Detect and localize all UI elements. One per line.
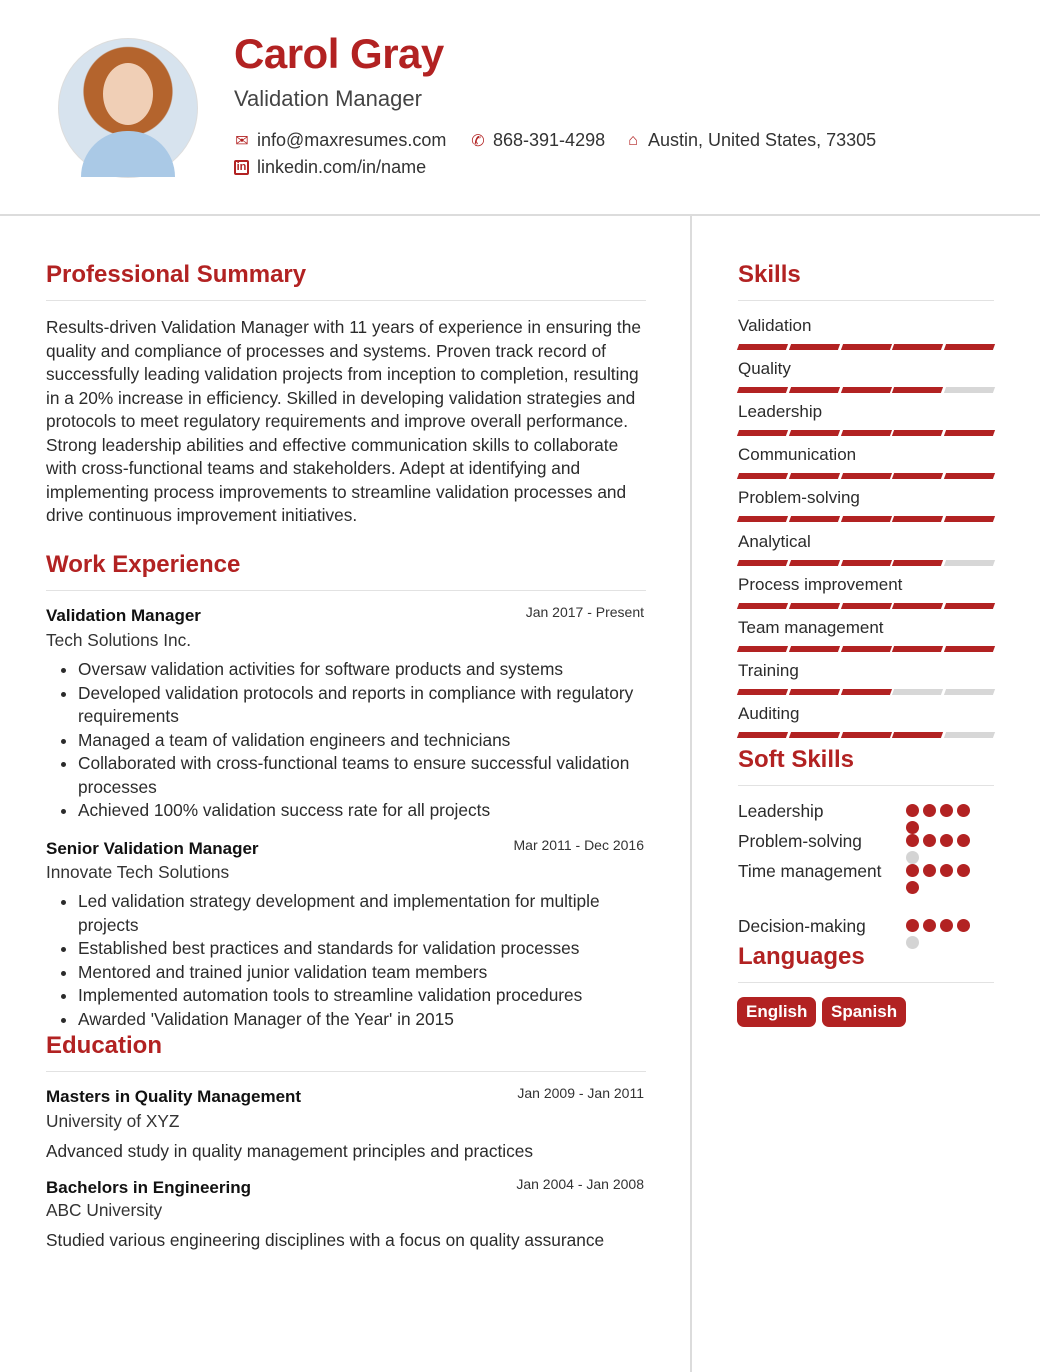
soft-skill-rating — [906, 919, 978, 949]
skill-segment-filled — [944, 646, 995, 652]
degree-title: Masters in Quality Management — [46, 1087, 302, 1106]
rating-dot-filled — [923, 804, 936, 817]
soft-skills-rule — [738, 785, 994, 786]
skill-segment-empty — [944, 560, 995, 566]
skill-segment-empty — [944, 387, 995, 393]
rating-dot-filled — [940, 804, 953, 817]
skill-segment-filled — [841, 560, 892, 566]
skill-segment-filled — [789, 344, 840, 350]
skill-level-bar — [738, 430, 994, 436]
skill-segment-filled — [789, 689, 840, 695]
skill-segment-empty — [944, 689, 995, 695]
skill-segment-filled — [789, 603, 840, 609]
resume-header — [0, 0, 1040, 216]
skill-name: Leadership — [738, 402, 823, 422]
skill-segment-filled — [892, 387, 943, 393]
skill-segment-filled — [892, 732, 943, 738]
skill-level-bar — [738, 560, 994, 566]
rating-dot-filled — [906, 864, 919, 877]
rating-dot-filled — [906, 919, 919, 932]
email-text: info@maxresumes.com — [257, 130, 447, 150]
rating-dot-empty — [906, 936, 919, 949]
list-item: • Collaborated with cross-functional teams to ensure successful validation processes — [78, 752, 644, 799]
skill-segment-filled — [892, 430, 943, 436]
job-dates: Jan 2017 - Present — [525, 604, 644, 620]
list-item: • Established best practices and standards for validation processes — [78, 937, 644, 961]
job-title: Validation Manager — [46, 606, 201, 625]
envelope-icon: ✉ — [235, 132, 249, 150]
skill-segment-filled — [737, 473, 788, 479]
rating-dot-filled — [906, 804, 919, 817]
soft-skill-rating — [906, 864, 978, 894]
list-item: • Oversaw validation activities for software products and systems — [78, 658, 644, 682]
column-divider — [690, 216, 692, 1372]
rating-dot-filled — [940, 919, 953, 932]
degree-dates: Jan 2009 - Jan 2011 — [517, 1085, 644, 1101]
rating-dot-filled — [906, 881, 919, 894]
address-text: Austin, United States, 73305 — [648, 130, 877, 150]
skill-level-bar — [738, 473, 994, 479]
candidate-title: Validation Manager — [234, 86, 422, 111]
skills-rule — [738, 300, 994, 301]
skill-segment-filled — [737, 560, 788, 566]
skill-name: Communication — [738, 445, 857, 465]
skill-segment-filled — [841, 689, 892, 695]
skill-segment-filled — [892, 603, 943, 609]
job-company: Tech Solutions Inc. — [46, 630, 192, 650]
skill-name: Validation — [738, 316, 812, 335]
rating-dot-filled — [923, 834, 936, 847]
skill-segment-filled — [737, 344, 788, 350]
skill-segment-filled — [789, 516, 840, 522]
rating-dot-filled — [940, 864, 953, 877]
soft-skill-rating — [906, 834, 978, 864]
contact-phone[interactable] — [470, 130, 605, 151]
skill-segment-filled — [789, 732, 840, 738]
soft-skill-name: Leadership — [738, 801, 824, 821]
skill-segment-filled — [737, 387, 788, 393]
linkedin-icon: in — [234, 160, 249, 175]
skill-segment-filled — [737, 603, 788, 609]
skill-level-bar — [738, 603, 994, 609]
skill-name: Team management — [738, 617, 884, 637]
degree-description: Advanced study in quality management principles and practices — [46, 1141, 534, 1161]
skill-level-bar — [738, 689, 994, 695]
contact-email[interactable] — [234, 130, 446, 151]
job-bullets — [46, 658, 644, 823]
skill-name: Training — [738, 660, 799, 680]
job-company: Innovate Tech Solutions — [46, 862, 230, 882]
contact-linkedin[interactable] — [234, 157, 426, 178]
phone-text: 868-391-4298 — [493, 130, 606, 150]
skill-segment-filled — [944, 603, 995, 609]
soft-skills-heading: Soft Skills — [738, 746, 855, 773]
skill-name: Quality — [738, 359, 791, 379]
skill-segment-filled — [944, 516, 995, 522]
degree-dates: Jan 2004 - Jan 2008 — [516, 1176, 644, 1192]
skill-segment-filled — [737, 430, 788, 436]
skill-segment-filled — [892, 646, 943, 652]
skill-level-bar — [738, 344, 994, 350]
skill-segment-empty — [944, 732, 995, 738]
skill-segment-filled — [841, 732, 892, 738]
skill-segment-filled — [944, 344, 995, 350]
language-tag: English — [737, 997, 816, 1027]
experience-heading: Work Experience — [46, 551, 241, 578]
profile-photo-face — [103, 63, 153, 125]
phone-icon: ✆ — [471, 132, 485, 150]
list-item: • Managed a team of validation engineers and technicians — [78, 729, 644, 753]
soft-skill-name: Time management — [738, 861, 882, 881]
school-name: ABC University — [46, 1200, 163, 1220]
list-item: • Implemented automation tools to streamline validation procedures — [78, 984, 644, 1008]
list-item: • Mentored and trained junior validation team members — [78, 961, 644, 985]
skill-name: Process improvement — [738, 574, 903, 594]
skill-segment-filled — [892, 516, 943, 522]
soft-skill-name: Decision-making — [738, 916, 866, 936]
summary-rule — [46, 300, 646, 301]
home-icon: ⌂ — [628, 131, 638, 149]
profile-photo — [58, 38, 198, 178]
skill-segment-filled — [841, 430, 892, 436]
rating-dot-filled — [957, 919, 970, 932]
rating-dot-filled — [957, 804, 970, 817]
skills-heading: Skills — [738, 261, 801, 288]
languages-heading: Languages — [738, 943, 865, 970]
education-heading: Education — [46, 1032, 163, 1059]
skill-name: Auditing — [738, 703, 800, 723]
skill-segment-filled — [892, 560, 943, 566]
skill-level-bar — [738, 732, 994, 738]
skill-segment-filled — [789, 646, 840, 652]
contact-address — [625, 130, 876, 151]
list-item: • Led validation strategy development and implementation for multiple projects — [78, 890, 644, 937]
skill-name: Analytical — [738, 531, 811, 551]
skill-segment-filled — [841, 603, 892, 609]
skill-segment-filled — [841, 344, 892, 350]
rating-dot-filled — [957, 864, 970, 877]
skill-segment-filled — [737, 516, 788, 522]
skill-segment-filled — [841, 646, 892, 652]
skill-segment-filled — [789, 387, 840, 393]
skill-segment-filled — [789, 473, 840, 479]
list-item: • Achieved 100% validation success rate for all projects — [78, 799, 644, 823]
skill-segment-filled — [789, 430, 840, 436]
rating-dot-filled — [923, 919, 936, 932]
rating-dot-empty — [906, 851, 919, 864]
skill-segment-filled — [841, 387, 892, 393]
job-title: Senior Validation Manager — [46, 839, 259, 858]
skill-segment-filled — [892, 473, 943, 479]
list-item: • Developed validation protocols and reports in compliance with regulatory requirements — [78, 682, 644, 729]
skill-segment-filled — [841, 516, 892, 522]
job-bullets — [46, 890, 644, 1031]
skill-segment-empty — [892, 689, 943, 695]
rating-dot-filled — [957, 834, 970, 847]
candidate-name: Carol Gray — [234, 30, 444, 77]
degree-title: Bachelors in Engineering — [46, 1178, 251, 1197]
experience-rule — [46, 590, 646, 591]
rating-dot-filled — [906, 821, 919, 834]
skill-segment-filled — [944, 473, 995, 479]
skill-segment-filled — [841, 473, 892, 479]
profile-photo-shirt — [81, 131, 175, 177]
skill-level-bar — [738, 387, 994, 393]
skill-segment-filled — [737, 646, 788, 652]
skill-level-bar — [738, 646, 994, 652]
rating-dot-filled — [940, 834, 953, 847]
soft-skill-rating — [906, 804, 978, 834]
skill-segment-filled — [737, 689, 788, 695]
linkedin-text: linkedin.com/in/name — [257, 157, 427, 177]
skill-segment-filled — [944, 430, 995, 436]
summary-heading: Professional Summary — [46, 261, 307, 288]
school-name: University of XYZ — [46, 1111, 180, 1131]
languages-rule — [738, 982, 994, 983]
degree-description: Studied various engineering disciplines with a focus on quality assurance — [46, 1230, 605, 1250]
skill-segment-filled — [892, 344, 943, 350]
soft-skill-name: Problem-solving — [738, 831, 862, 851]
job-dates: Mar 2011 - Dec 2016 — [513, 837, 644, 853]
summary-text: Results-driven Validation Manager with 11 years of experience in ensuring the quality and compliance of processes and systems. Proven track record of successfully leading validation projects from inception to completion, resulting in a 20% increase in efficiency. Skilled in developing validation strategies and protocols to meet regulatory requirements and improve overall performance. Strong leadership abilities and effective communication skills to collaborate with cross-functional teams and stakeholders. Adept at identifying and implementing process improvements to streamline validation processes and drive continuous improvement initiatives. — [46, 317, 641, 525]
list-item: • Awarded 'Validation Manager of the Year' in 2015 — [78, 1008, 644, 1032]
rating-dot-filled — [923, 864, 936, 877]
skill-level-bar — [738, 516, 994, 522]
skill-segment-filled — [789, 560, 840, 566]
language-tag: Spanish — [822, 997, 906, 1027]
education-rule — [46, 1071, 646, 1072]
rating-dot-filled — [906, 834, 919, 847]
skill-segment-filled — [737, 732, 788, 738]
skill-name: Problem-solving — [738, 488, 860, 508]
